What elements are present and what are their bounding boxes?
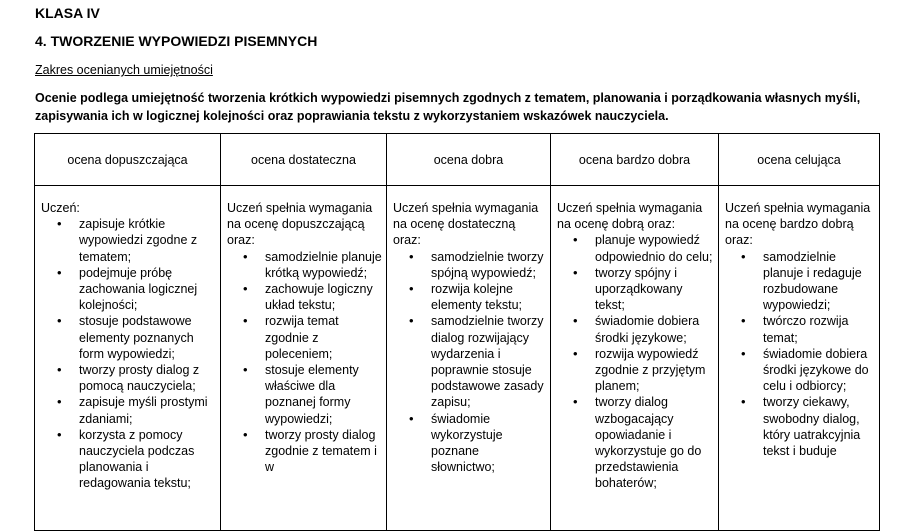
criteria-item: • tworzy prosty dialog zgodnie z tematem i w (265, 427, 382, 476)
section-heading: 4. TWORZENIE WYPOWIEDZI PISEMNYCH (35, 33, 318, 49)
criteria-cell-dostateczna (221, 186, 387, 531)
criteria-item: • rozwija kolejne elementy tekstu; (431, 281, 546, 313)
criteria-list (725, 249, 875, 460)
criteria-item: • korzysta z pomocy nauczyciela podczas planowania i redagowania tekstu; (79, 427, 216, 492)
criteria-item: • podejmuje próbę zachowania logicznej kolejności; (79, 265, 216, 314)
criteria-item: • świadomie dobiera środki językowe; (595, 313, 714, 345)
criteria-cell-bardzo-dobra (551, 186, 719, 531)
criteria-item: • tworzy spójny i uporządkowany tekst; (595, 265, 714, 314)
criteria-list (393, 249, 546, 476)
criteria-item: • świadomie dobiera środki językowe do celu i odbiorcy; (763, 346, 875, 395)
criteria-intro: Uczeń spełnia wymagania na ocenę dobrą oraz: (557, 201, 703, 232)
criteria-intro: Uczeń spełnia wymagania na ocenę bardzo dobrą oraz: (725, 201, 871, 248)
grades-header-row (35, 134, 880, 186)
grade-header-dostateczna: ocena dostateczna (221, 134, 387, 186)
grade-header-bardzo-dobra: ocena bardzo dobra (551, 134, 719, 186)
criteria-cell-celujaca (719, 186, 880, 531)
class-heading: KLASA IV (35, 5, 100, 21)
criteria-intro: Uczeń spełnia wymagania na ocenę dostateczną oraz: (393, 201, 539, 248)
grades-criteria-row (35, 186, 880, 531)
criteria-item: • świadomie wykorzystuje poznane słownictwo; (431, 411, 546, 476)
criteria-list (557, 232, 714, 491)
criteria-item: • rozwija wypowiedź zgodnie z przyjętym planem; (595, 346, 714, 395)
criteria-item: • twórczo rozwija temat; (763, 313, 875, 345)
criteria-item: • zapisuje krótkie wypowiedzi zgodne z tematem; (79, 216, 216, 265)
criteria-item: • samodzielnie planuje i redaguje rozbudowane wypowiedzi; (763, 249, 875, 314)
criteria-item: • rozwija temat zgodnie z poleceniem; (265, 313, 382, 362)
criteria-cell-dopuszczajaca (35, 186, 221, 531)
criteria-intro: Uczeń: (41, 201, 80, 215)
criteria-item: • tworzy dialog wzbogacający opowiadanie i wykorzystuje go do przedstawienia bohaterów; (595, 394, 714, 491)
grades-table (34, 133, 880, 531)
criteria-cell-dobra (387, 186, 551, 531)
grade-header-dobra: ocena dobra (387, 134, 551, 186)
criteria-list (227, 249, 382, 476)
grade-header-dopuszczajaca: ocena dopuszczająca (35, 134, 221, 186)
criteria-list (41, 216, 216, 491)
criteria-item: • tworzy prosty dialog z pomocą nauczyciela; (79, 362, 216, 394)
criteria-item: • stosuje elementy właściwe dla poznanej formy wypowiedzi; (265, 362, 382, 427)
criteria-intro: Uczeń spełnia wymagania na ocenę dopuszczającą oraz: (227, 201, 373, 248)
criteria-item: • zachowuje logiczny układ tekstu; (265, 281, 382, 313)
criteria-item: • zapisuje myśli prostymi zdaniami; (79, 394, 216, 426)
scope-label: Zakres ocenianych umiejętności (35, 63, 213, 77)
criteria-item: • planuje wypowiedź odpowiednio do celu; (595, 232, 714, 264)
criteria-item: • samodzielnie tworzy dialog rozwijający wydarzenia i poprawnie stosuje podstawowe zasady zapisu; (431, 313, 546, 410)
criteria-item: • tworzy ciekawy, swobodny dialog, który uatrakcyjnia tekst i buduje (763, 394, 875, 459)
grade-header-celujaca: ocena celująca (719, 134, 880, 186)
intro-paragraph: Ocenie podlega umiejętność tworzenia krótkich wypowiedzi pisemnych zgodnych z tematem, planowania i porządkowania własnych myśli, zapisywania ich w logicznej kolejności oraz poprawiania tekstu z wykorzystaniem wskazówek nauczyciela. (35, 91, 861, 123)
criteria-item: • samodzielnie tworzy spójną wypowiedź; (431, 249, 546, 281)
criteria-item: • stosuje podstawowe elementy poznanych form wypowiedzi; (79, 313, 216, 362)
criteria-item: • samodzielnie planuje krótką wypowiedź; (265, 249, 382, 281)
